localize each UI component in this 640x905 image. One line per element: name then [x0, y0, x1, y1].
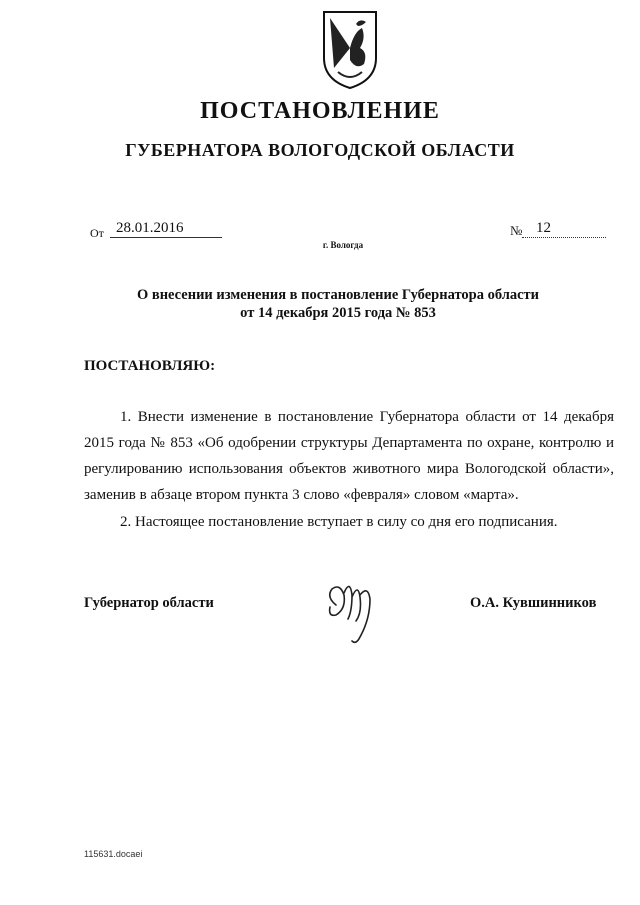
document-number: 12	[536, 220, 551, 236]
file-reference: 115631.docaei	[84, 849, 143, 859]
date-underline	[110, 237, 222, 238]
date-prefix: От	[90, 226, 104, 240]
signature-mark	[322, 575, 380, 647]
document-subtitle: ГУБЕРНАТОРА ВОЛОГОДСКОЙ ОБЛАСТИ	[125, 140, 515, 160]
paragraph-2: 2. Настоящее постановление вступает в силу со дня его подписания.	[120, 514, 558, 530]
signer-title: Губернатор области	[84, 595, 214, 611]
document-date: 28.01.2016	[116, 220, 184, 236]
decree-heading: ПОСТАНОВЛЯЮ:	[84, 358, 216, 374]
number-underline	[522, 237, 606, 238]
document-title: ПОСТАНОВЛЕНИЕ	[200, 98, 440, 124]
number-prefix: №	[510, 223, 523, 238]
subject-line-2: от 14 декабря 2015 года № 853	[240, 305, 436, 321]
coat-of-arms-icon	[320, 8, 380, 92]
paragraph-1: 1. Внести изменение в постановление Губернатора области от 14 декабря 2015 года № 853 «Об одобрении структуры Департамента по охране, контролю и регулированию использования объектов животного мира Вологодской области», заменив в абзаце втором пункта 3 слово «февраля» словом «марта».	[84, 409, 614, 503]
signer-name: О.А. Кувшинников	[470, 595, 597, 611]
city-label: г. Вологда	[322, 240, 364, 250]
subject-line-1: О внесении изменения в постановление Губернатора области	[136, 287, 540, 303]
